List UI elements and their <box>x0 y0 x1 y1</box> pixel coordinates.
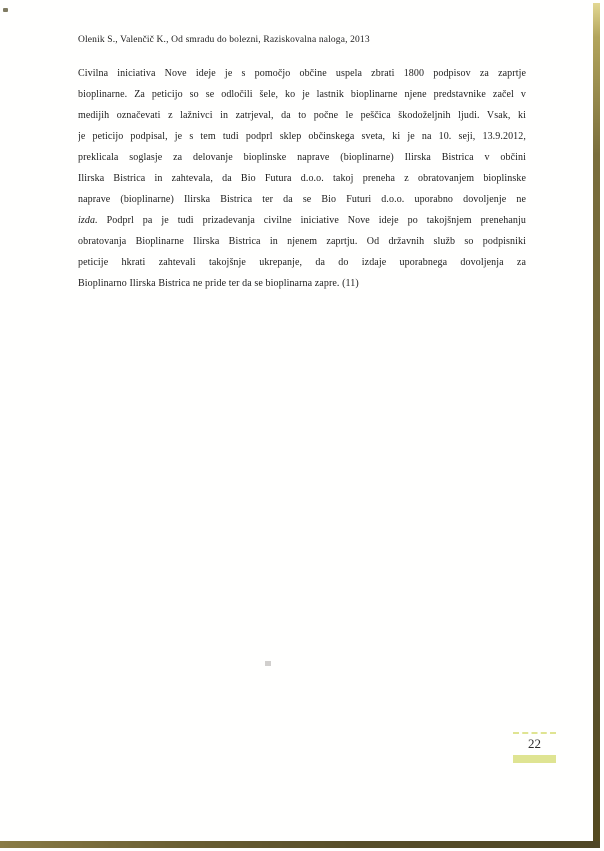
paragraph-line: preklicala soglasje za delovanje bioplinske naprave (bioplinarne) Ilirska Bistrica v občini <box>78 152 526 163</box>
italic-word: izda. <box>78 215 98 226</box>
paragraph-line: obratovanja Bioplinarne Ilirska Bistrica in njenem zaprtju. Od državnih služb so podpisniki <box>78 236 526 247</box>
paragraph-line-text: Podprl pa je tudi prizadevanja civilne iniciative Nove ideje po takojšnjem prenehanju <box>106 215 526 226</box>
paragraph-line: peticije hkrati zahtevali takojšnje ukrepanje, da do izdaje uporabnega dovoljenja za <box>78 257 526 268</box>
page-frame-bottom <box>0 841 600 848</box>
paragraph-line: naprave (bioplinarne) Ilirska Bistrica ter da se Bio Futuri d.o.o. uporabno dovoljenje ne <box>78 194 526 205</box>
page-number: 22 <box>528 736 541 751</box>
running-header: Olenik S., Valenčič K., Od smradu do bolezni, Raziskovalna naloga, 2013 <box>78 35 370 45</box>
paragraph-line: medijih označevati z lažnivci in zatrjeval, da to počne le peščica škodoželjnih ljudi. Vsak, ki <box>78 110 526 121</box>
paragraph-line: je peticijo podpisal, je s tem tudi podprl sklep občinskega sveta, ki je na 10. seji, 13.9.2012, <box>78 131 526 142</box>
page-number-highlight <box>513 755 556 763</box>
paragraph-line: Civilna iniciativa Nove ideje je s pomočjo občine uspela zbrati 1800 podpisov za zaprtje <box>78 68 526 79</box>
body-paragraph <box>78 63 526 294</box>
paragraph-line: Ilirska Bistrica in zahtevala, da Bio Futura d.o.o. takoj preneha z obratovanjem bioplinske <box>78 173 526 184</box>
scan-artifact <box>265 661 271 666</box>
paragraph-line: Bioplinarno Ilirska Bistrica ne pride ter da se bioplinarna zapre. (11) <box>78 278 359 289</box>
page-number-block <box>513 732 556 763</box>
paragraph-line <box>78 210 526 231</box>
page-number-rule <box>513 732 556 734</box>
page-frame-right <box>593 3 600 848</box>
paragraph-line: bioplinarne. Za peticijo so se odločili šele, ko je lastnik bioplinarne njene predstavnike začel v <box>78 89 526 100</box>
scan-artifact <box>3 8 8 12</box>
